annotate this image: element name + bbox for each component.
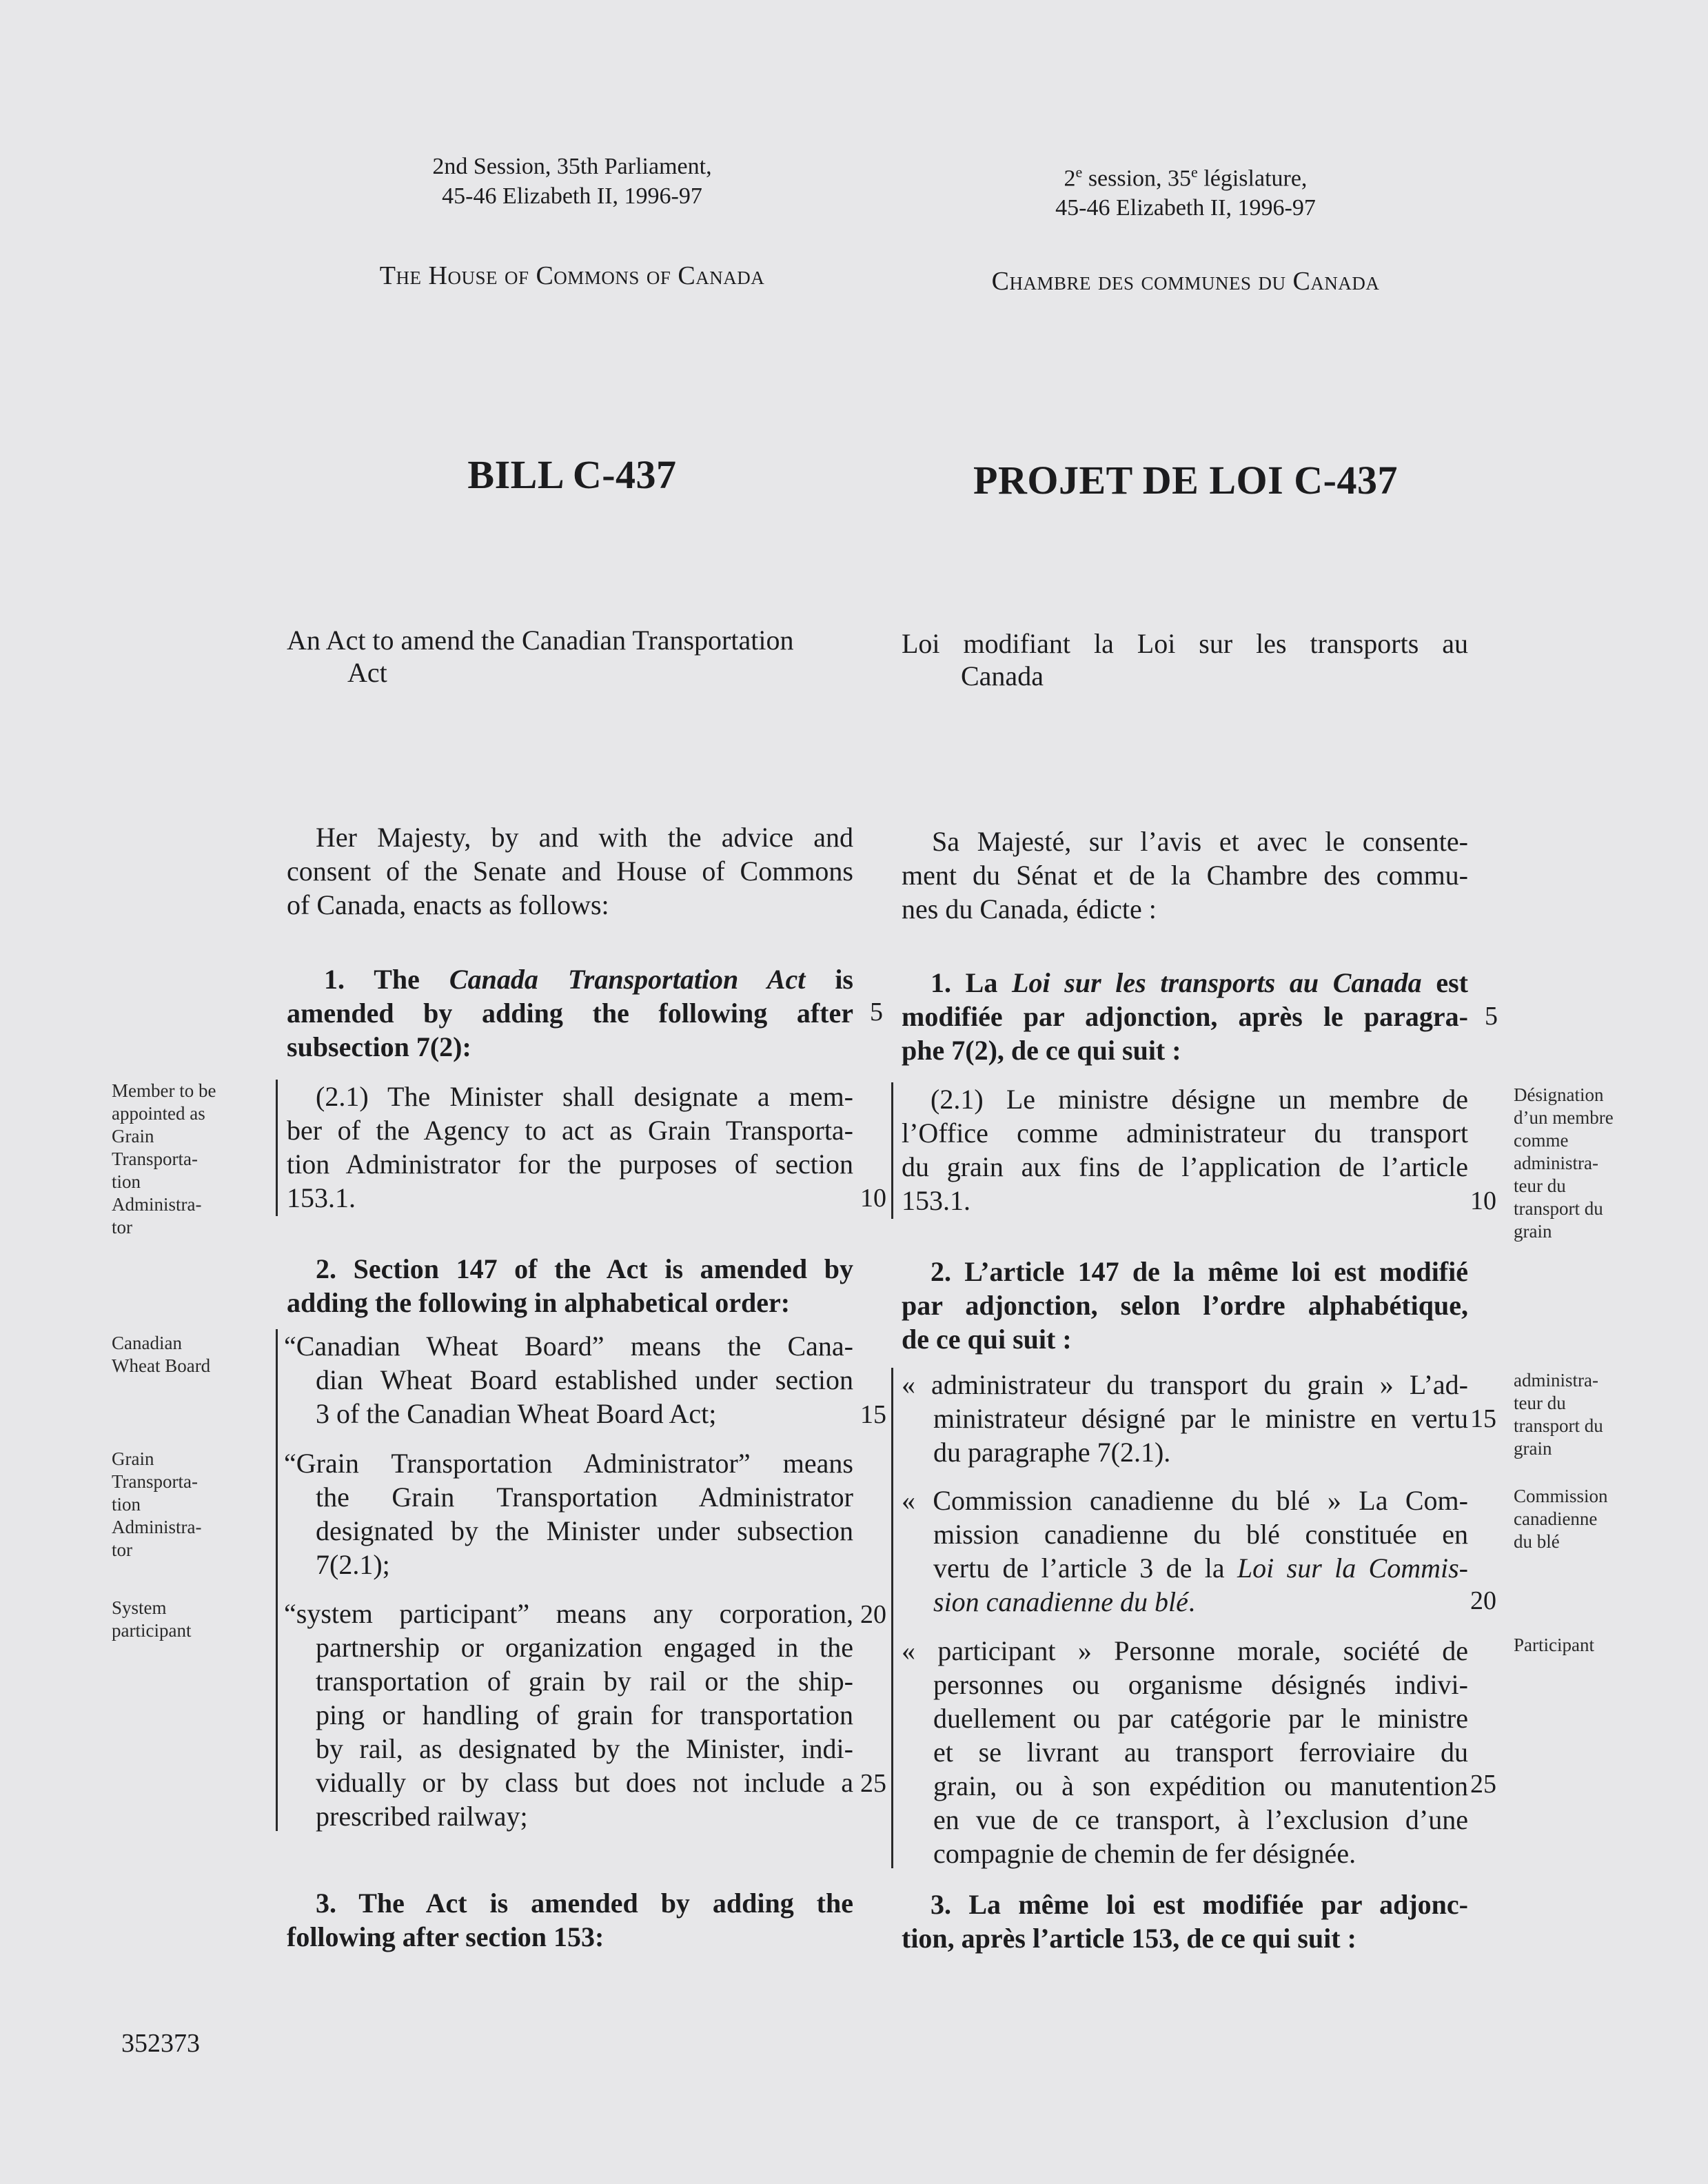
- section-2-heading-en: 2. Section 147 of the Act is amended by adding the following in alphabetical order:: [287, 1253, 853, 1318]
- marginal-note-fr-administrateur: administra- teur du transport du grain: [1514, 1370, 1603, 1459]
- amendment-bar: [276, 1329, 278, 1831]
- definition-system-participant: “system participant” means any corporation, partnership or organization engaged in the transportation of grain by rail or the ship- ping or handling of grain for transportation by rail, as designated by the Minister, indi- vidually or by class but does not include a prescribed railway;: [284, 1598, 853, 1832]
- section-3-heading-fr: 3. La même loi est modifiée par adjonc- tion, après l’article 153, de ce qui suit :: [902, 1889, 1468, 1954]
- bill-number-en: BILL C-437: [467, 452, 677, 497]
- house-name-en: The House of Commons of Canada: [379, 261, 765, 290]
- line-number: 25: [1470, 1770, 1496, 1799]
- document-number: 352373: [121, 2029, 200, 2058]
- marginal-note-en-system-participant: System participant: [112, 1597, 192, 1641]
- section-2-heading-fr: 2. L’article 147 de la même loi est modifié par adjonction, selon l’ordre alphabétique, de ce qui suit :: [902, 1256, 1468, 1355]
- subsection-2-1-fr: (2.1) Le ministre désigne un membre de l’Office comme administrateur du transport du grain aux fins de l’application de l’article 153.1.: [902, 1084, 1468, 1216]
- session-line: 2nd Session, 35th Parliament,: [432, 154, 712, 179]
- session-years: 45-46 Elizabeth II, 1996-97: [1055, 195, 1316, 221]
- amendment-bar: [891, 1082, 893, 1219]
- line-number: 25: [860, 1769, 886, 1798]
- marginal-note-fr-designation: Désignation d’un membre comme administra- teur du transport du grain: [1514, 1084, 1614, 1242]
- definition-participant: « participant » Personne morale, société de personnes ou organisme désignés indivi- duellement ou par catégorie par le ministre et se livrant au transport ferroviaire du grain, ou à son expédition ou manutention en vue de ce transport, à l’exclusion d’une compagnie de chemin de fer désignée.: [902, 1635, 1468, 1869]
- definition-commission-canadienne-ble: « Commission canadienne du blé » La Com- mission canadienne du blé constituée en vertu de l’article 3 de la Loi sur la Commis- sion canadienne du blé.: [902, 1485, 1469, 1617]
- section-3-heading-en: 3. The Act is amended by adding the following after section 153:: [287, 1888, 853, 1952]
- line-number: 10: [860, 1184, 886, 1213]
- bill-number-fr: PROJET DE LOI C-437: [973, 458, 1398, 503]
- line-number: 5: [870, 998, 883, 1027]
- marginal-note-fr-commission: Commission canadienne du blé: [1514, 1486, 1608, 1552]
- line-number: 20: [1470, 1586, 1496, 1615]
- enacting-clause-fr: Sa Majesté, sur l’avis et avec le consente- ment du Sénat et de la Chambre des commu- nes du Canada, édicte :: [902, 826, 1468, 924]
- long-title-fr: Loi modifiant la Loi sur les transports au Canada: [902, 628, 1468, 691]
- marginal-note-en-canadian-wheat-board: Canadian Wheat Board: [112, 1333, 211, 1376]
- marginal-note-en-grain-transportation-administrator: Grain Transporta- tion Administra- tor: [112, 1448, 202, 1560]
- section-1-heading-fr: 1. La Loi sur les transports au Canada est modifiée par adjonction, après le paragra- phe 7(2), de ce qui suit :: [902, 967, 1468, 1066]
- session-info-fr: [986, 157, 1385, 223]
- amendment-bar: [891, 1368, 893, 1868]
- line-number: 5: [1485, 1002, 1498, 1031]
- line-number: 15: [1470, 1404, 1496, 1433]
- session-line: 2e session, 35e législature,: [1064, 163, 1308, 192]
- section-1-heading-en: 1. The Canada Transportation Act is amended by adding the following after subsection 7(2):: [287, 964, 853, 1062]
- definition-grain-transportation-administrator: “Grain Transportation Administrator” means the Grain Transportation Administrator designated by the Minister under subsection 7(2.1);: [284, 1448, 853, 1580]
- line-number: 20: [860, 1600, 886, 1629]
- definition-canadian-wheat-board: “Canadian Wheat Board” means the Cana- dian Wheat Board established under section 3 of the Canadian Wheat Board Act;: [284, 1331, 853, 1429]
- long-title-en: An Act to amend the Canadian Transportation Act: [287, 625, 794, 688]
- line-number: 15: [860, 1400, 886, 1429]
- house-name-fr: Chambre des communes du Canada: [991, 267, 1380, 296]
- session-info-en: [386, 152, 758, 211]
- session-years: 45-46 Elizabeth II, 1996-97: [442, 183, 702, 209]
- enacting-clause-en: Her Majesty, by and with the advice and consent of the Senate and House of Commons of Canada, enacts as follows:: [287, 822, 853, 920]
- definition-administrateur-transport-grain: « administrateur du transport du grain » L’ad- ministrateur désigné par le ministre en vertu du paragraphe 7(2.1).: [902, 1369, 1468, 1468]
- marginal-note-en-member-appointed: Member to be appointed as Grain Transporta- tion Administra- tor: [112, 1080, 216, 1237]
- marginal-note-fr-participant: Participant: [1514, 1635, 1594, 1655]
- amendment-bar: [276, 1080, 278, 1216]
- subsection-2-1-en: (2.1) The Minister shall designate a mem- ber of the Agency to act as Grain Transporta- tion Administrator for the purposes of section 153.1.: [287, 1081, 853, 1213]
- line-number: 10: [1470, 1186, 1496, 1215]
